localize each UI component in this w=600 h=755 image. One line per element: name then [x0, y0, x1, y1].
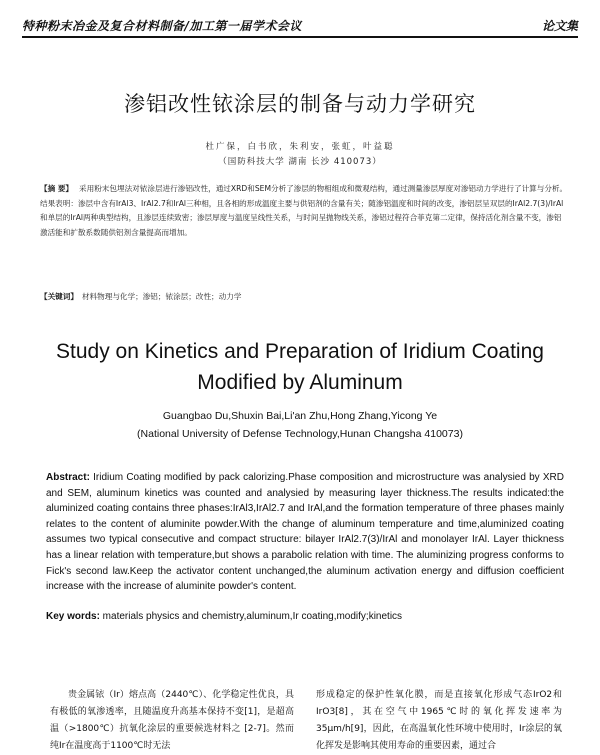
- body-right-column: 形成稳定的保护性氧化膜，而是直接氧化形成气态IrO2和IrO3[8]，其在空气中1965℃时的氧化挥发速率为35μm/h[9]，因此，在高温氧化性环境中使用时，Ir涂层的氧化挥发是影响其使用寿命的重要因素，通过合: [316, 690, 562, 751]
- english-title-line1: Study on Kinetics and Preparation of Iridium Coating: [56, 340, 544, 363]
- header-section: 论文集: [541, 19, 578, 33]
- running-header: [22, 14, 578, 38]
- chinese-affiliation: （国防科技大学 湖南 长沙 410073）: [218, 157, 382, 167]
- body-left-column: 贵金属铱（Ir）熔点高（2440℃）、化学稳定性优良，具有极低的氧渗透率，且随温度升高基本保持不变[1]，是超高温（>1800℃）抗氧化涂层的重要候选材料之 [2-7]。然而纯Ir在温度高于1100℃时无法: [50, 690, 294, 751]
- english-abstract-text: Iridium Coating modified by pack calorizing.Phase composition and microstructure was analysied by XRD and SEM, aluminum kinetics was counted and analysied by measuring layer thickness.The results indicated:the aluminized coating contains three phases:IrAl3,IrAl2.7 and IrAl,and the formation temperature of three phases mainly relates to the content of aluminite powder.With the change of aluminum temperature and time,aluminized coating assumes two typical consecutive and compact structure: bilayer IrAl2.7(3)/IrAl and monolayer IrAl. Layer thickness has a linear relation with temperature,but shows a parabolic relation with time. The aluminizing progress conforms to Fick's second law.Keep the activator content unchanged,the aluminum activation energy and diffusion coefficient increase with the increase of aluminite powder's content.: [46, 472, 564, 593]
- english-title-line2: Modified by Aluminum: [197, 371, 403, 394]
- chinese-title: 渗铝改性铱涂层的制备与动力学研究: [124, 92, 476, 116]
- chinese-keywords-text: 材料物理与化学；渗铝；铱涂层；改性；动力学: [81, 292, 242, 301]
- english-authors: Guangbao Du,Shuxin Bai,Li'an Zhu,Hong Zhang,Yicong Ye: [162, 410, 438, 422]
- chinese-abstract: [40, 182, 568, 240]
- chinese-authors: 杜广保，白书欣，朱利安，张虹，叶益聪: [205, 142, 395, 152]
- english-abstract-tag: Abstract:: [46, 472, 90, 483]
- chinese-abstract-text: 采用粉末包埋法对铱涂层进行渗铝改性，通过XRD和SEM分析了渗层的物相组成和微观结构，通过测量渗层厚度对渗铝动力学进行了计算与分析。结果表明：渗层中含有IrAl3、IrAl2.7和IrAl三种相，且各相的形成温度主要与供铝剂的含量有关；随渗铝温度和时间的改变，渗铝层呈双层的IrAl2.7(3)/IrAl和单层的IrAl两种典型结构，且渗层连续致密；渗层厚度与温度呈线性关系，与时间呈抛物线关系，渗铝过程符合菲克第二定律，保持活化剂含量不变，渗铝激活能和扩散系数随供铝剂含量提高而增加。: [40, 184, 568, 237]
- english-title: [0, 336, 600, 398]
- english-keywords-tag: Key words:: [46, 611, 100, 622]
- english-keywords-text: materials physics and chemistry,aluminum,Ir coating,modify;kinetics: [99, 611, 403, 622]
- chinese-keywords-tag: 【关键词】: [40, 292, 78, 301]
- chinese-keywords: [40, 291, 568, 302]
- header-conference: 特种粉末冶金及复合材料制备/加工第一届学术会议: [22, 19, 302, 33]
- chinese-abstract-tag: 【摘 要】: [40, 184, 74, 193]
- english-abstract: [46, 470, 564, 595]
- english-keywords: [46, 611, 564, 622]
- english-affiliation: (National University of Defense Technology,Hunan Changsha 410073): [137, 428, 463, 440]
